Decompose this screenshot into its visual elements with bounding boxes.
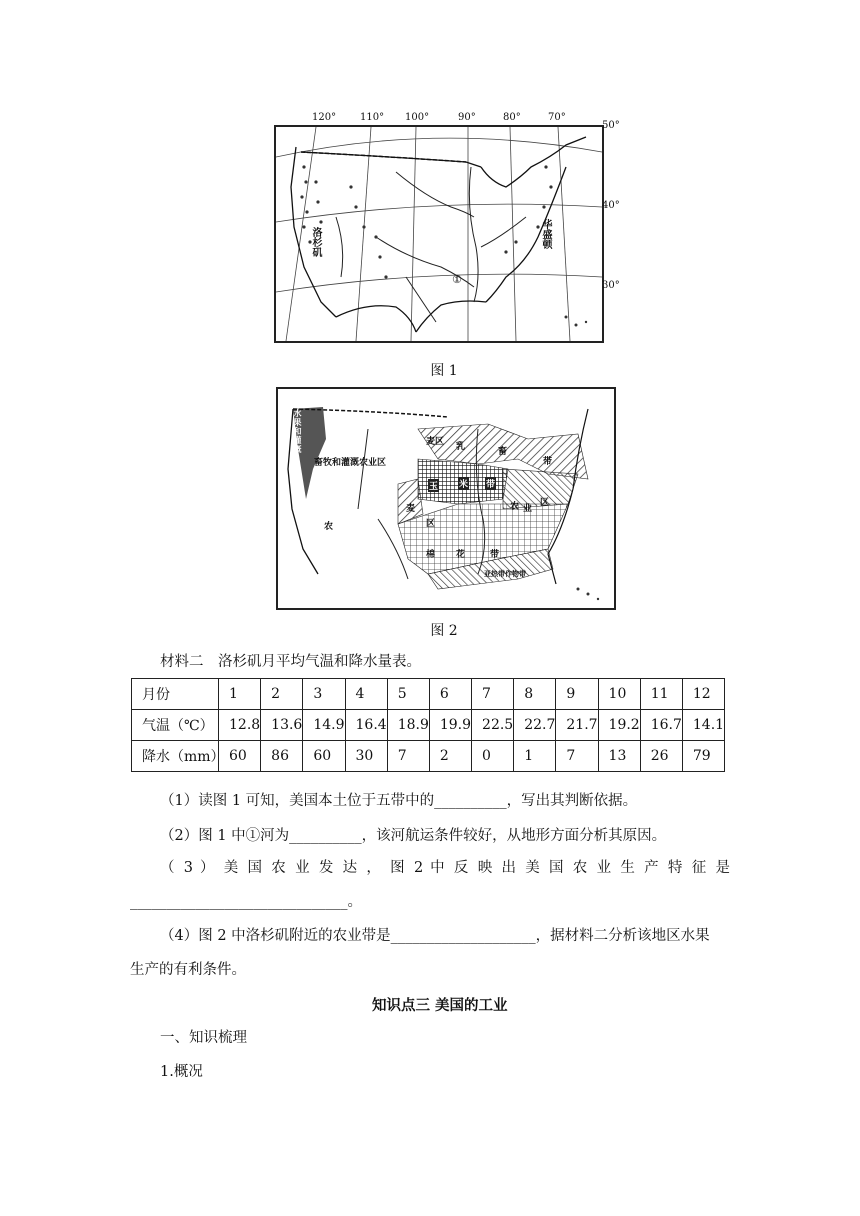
row-header: 气温（℃） <box>132 710 219 741</box>
table-row <box>132 679 725 710</box>
dairy-label: 带 <box>543 457 553 467</box>
lat-label: 30° <box>602 280 620 291</box>
question-2: （2）图 1 中①河为__________，该河航运条件较好，从地形方面分析其原因。 <box>160 828 667 844</box>
los-angeles-label: 洛杉矶 <box>310 227 321 257</box>
table-cell: 14.9 <box>303 710 345 741</box>
table-cell: 86 <box>261 741 303 772</box>
lon-label: 110° <box>360 112 385 123</box>
figure-1-map <box>274 125 604 343</box>
mixed-label: 农 <box>510 502 520 512</box>
subtropical-label: 亚热带作物带 <box>484 570 526 578</box>
cotton-label: 带 <box>490 550 500 560</box>
us-rivers-map <box>276 127 602 341</box>
table-cell: 12 <box>682 679 724 710</box>
table-cell: 16.7 <box>640 710 682 741</box>
corn-label: 带 <box>485 477 496 490</box>
section-title: 知识点三 美国的工业 <box>372 997 508 1014</box>
table-cell: 4 <box>345 679 387 710</box>
table-cell: 19.2 <box>598 710 640 741</box>
table-row <box>132 741 725 772</box>
cotton-label: 棉 <box>426 550 436 560</box>
mixed-label: 业 <box>523 504 533 514</box>
table-cell: 30 <box>345 741 387 772</box>
table-cell: 7 <box>556 741 598 772</box>
dairy-label: 乳 <box>456 442 466 452</box>
table-cell: 2 <box>429 741 471 772</box>
table-cell: 13 <box>598 741 640 772</box>
figure-1-caption: 图 1 <box>430 363 458 379</box>
table-cell: 8 <box>514 679 556 710</box>
us-agriculture-map <box>278 389 614 608</box>
table-cell: 22.7 <box>514 710 556 741</box>
climate-table <box>131 678 725 772</box>
table-cell: 9 <box>556 679 598 710</box>
table-row <box>132 710 725 741</box>
row-header: 降水（mm） <box>132 741 219 772</box>
wheat-winter-label: 麦 <box>406 504 416 514</box>
question-3-line-1: （ 3 ） 美 国 农 业 发 达 ， 图 2 中 反 映 出 美 国 农 业 生 产 特 征 是 <box>160 860 730 876</box>
section-subheading: 一、知识梳理 <box>160 1030 247 1046</box>
table-cell: 12.8 <box>219 710 261 741</box>
table-cell: 0 <box>472 741 514 772</box>
corn-label: 玉 <box>428 479 439 492</box>
mixed-label: 区 <box>540 498 550 508</box>
ranch-region-label: 畜牧和灌溉农业区 <box>314 458 387 468</box>
question-4-line-1: （4）图 2 中洛杉矶附近的农业带是____________________，据材料二分析该地区水果 <box>160 928 710 944</box>
table-cell: 18.9 <box>387 710 429 741</box>
lon-label: 80° <box>503 112 521 123</box>
table-cell: 60 <box>219 741 261 772</box>
wheat-spring-label: 麦区 <box>426 437 445 447</box>
table-cell: 3 <box>303 679 345 710</box>
section-subheading: 1.概况 <box>160 1064 203 1080</box>
question-3-line-2: ______________________________。 <box>130 894 362 910</box>
lon-label: 90° <box>458 112 476 123</box>
material-2-intro: 材料二 洛杉矶月平均气温和降水量表。 <box>160 654 421 670</box>
cotton-label: 花 <box>456 550 466 560</box>
lon-label: 100° <box>405 112 430 123</box>
lat-label: 40° <box>602 200 620 211</box>
table-cell: 11 <box>640 679 682 710</box>
figure-2-map <box>276 387 616 610</box>
table-cell: 16.4 <box>345 710 387 741</box>
table-cell: 19.9 <box>429 710 471 741</box>
lon-label: 120° <box>312 112 337 123</box>
table-cell: 7 <box>387 741 429 772</box>
fruit-region-label: 水果和灌溉 <box>293 409 302 454</box>
table-cell: 14.1 <box>682 710 724 741</box>
table-cell: 22.5 <box>472 710 514 741</box>
table-cell: 1 <box>219 679 261 710</box>
table-cell: 60 <box>303 741 345 772</box>
row-header: 月份 <box>132 679 219 710</box>
table-cell: 7 <box>472 679 514 710</box>
figure-2-caption: 图 2 <box>430 623 458 639</box>
table-cell: 21.7 <box>556 710 598 741</box>
wheat-winter-label: 区 <box>426 519 436 529</box>
west-farm-label: 农 <box>324 522 334 532</box>
lat-label: 50° <box>602 120 620 131</box>
table-cell: 1 <box>514 741 556 772</box>
lon-label: 70° <box>548 112 566 123</box>
question-1: （1）读图 1 可知，美国本土位于五带中的__________，写出其判断依据。 <box>160 793 638 809</box>
table-cell: 79 <box>682 741 724 772</box>
corn-label: 米 <box>458 477 469 490</box>
table-cell: 10 <box>598 679 640 710</box>
table-cell: 13.6 <box>261 710 303 741</box>
table-cell: 2 <box>261 679 303 710</box>
river-1-label: ① <box>452 273 462 286</box>
table-cell: 26 <box>640 741 682 772</box>
question-4-line-2: 生产的有利条件。 <box>130 962 246 978</box>
dairy-label: 畜 <box>498 447 508 457</box>
table-cell: 6 <box>429 679 471 710</box>
washington-label: 华盛顿 <box>540 219 551 249</box>
table-cell: 5 <box>387 679 429 710</box>
